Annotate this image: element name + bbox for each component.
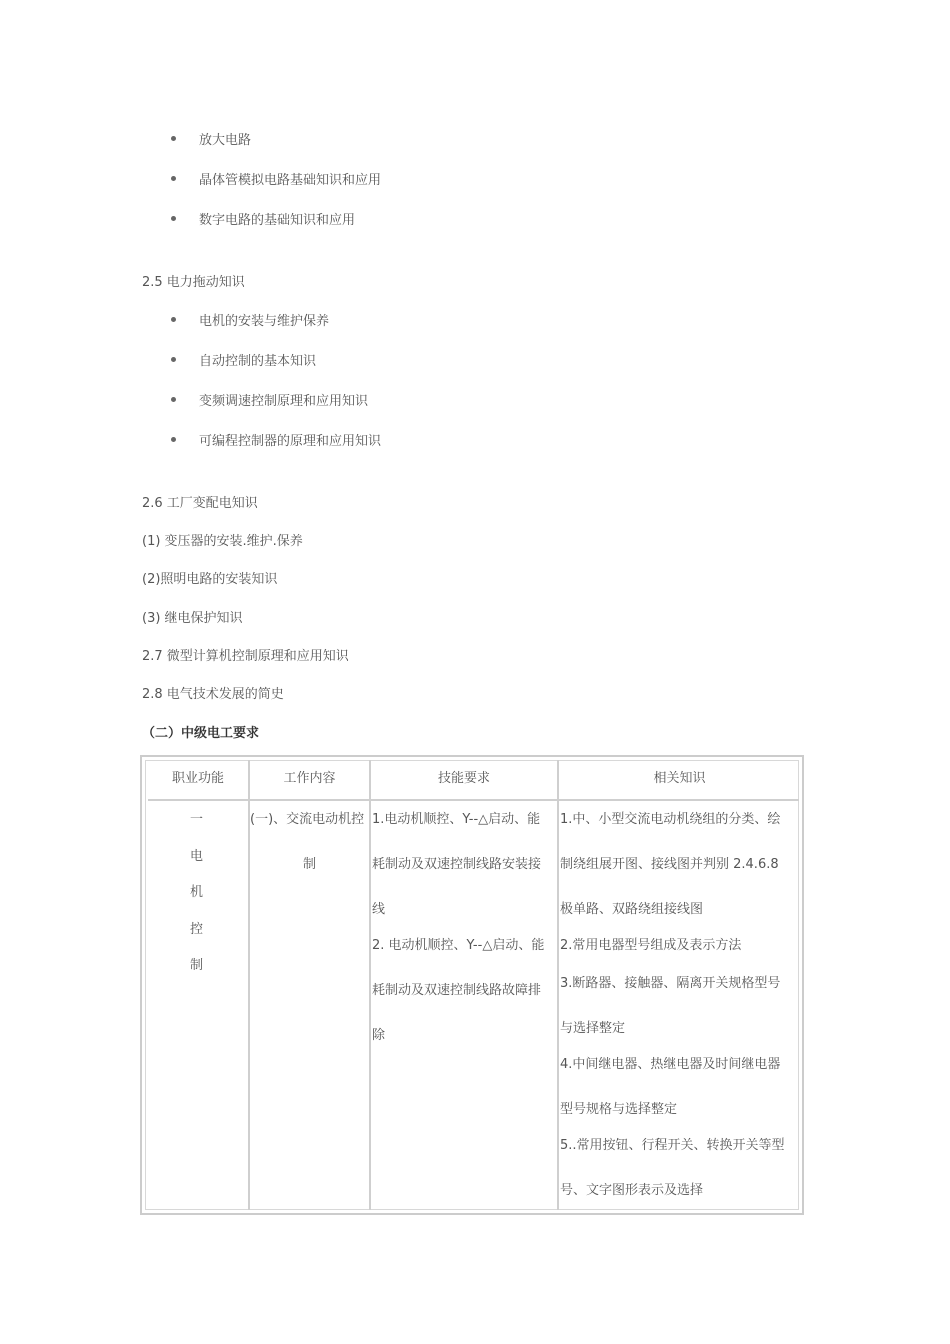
knowledge-line: 与选择整定 xyxy=(560,1021,626,1036)
function-char: 控 xyxy=(190,922,204,937)
list-item: 数字电路的基础知识和应用 xyxy=(199,213,356,228)
knowledge-line: 极单路、双路绕组接线图 xyxy=(560,902,704,917)
list-item: 晶体管模拟电路基础知识和应用 xyxy=(199,173,382,188)
bullet-dot xyxy=(171,437,176,442)
subsection-1: (1) 变压器的安装.维护.保养 xyxy=(142,534,303,549)
skill-line: 线 xyxy=(372,902,386,917)
bullet-dot xyxy=(171,176,176,181)
function-char: 机 xyxy=(190,885,204,900)
list-item: 自动控制的基本知识 xyxy=(199,354,317,369)
column-divider xyxy=(557,760,559,1210)
bullet-dot xyxy=(171,397,176,402)
knowledge-line: 2.常用电器型号组成及表示方法 xyxy=(560,938,742,953)
header-work-content: 工作内容 xyxy=(283,771,336,786)
function-char: 一 xyxy=(190,812,204,827)
list-item: 电机的安装与维护保养 xyxy=(199,314,330,329)
knowledge-line: 5..常用按钮、行程开关、转换开关等型 xyxy=(560,1138,785,1153)
knowledge-line: 制绕组展开图、接线图并判别 2.4.6.8 xyxy=(560,857,779,872)
function-char: 电 xyxy=(190,849,204,864)
skill-line: 耗制动及双速控制线路故障排 xyxy=(372,983,542,998)
bullet-dot xyxy=(171,317,176,322)
header-divider xyxy=(148,799,799,801)
work-content-line: 制 xyxy=(302,857,316,872)
requirements-heading: （二）中级电工要求 xyxy=(142,726,260,741)
requirements-table xyxy=(140,755,804,1215)
section-heading-2-8: 2.8 电气技术发展的简史 xyxy=(142,687,284,702)
header-related-knowledge: 相关知识 xyxy=(653,771,706,786)
subsection-3: (3) 继电保护知识 xyxy=(142,611,243,626)
header-occupation-function: 职业功能 xyxy=(171,771,224,786)
list-item: 放大电路 xyxy=(199,133,252,148)
knowledge-line: 3.断路器、接触器、隔离开关规格型号 xyxy=(560,976,781,991)
subsection-2: (2)照明电路的安装知识 xyxy=(142,572,278,587)
list-item: 变频调速控制原理和应用知识 xyxy=(199,394,369,409)
bullet-dot xyxy=(171,216,176,221)
knowledge-line: 号、文字图形表示及选择 xyxy=(560,1183,704,1198)
bullet-dot xyxy=(171,357,176,362)
column-divider xyxy=(369,760,371,1210)
knowledge-line: 型号规格与选择整定 xyxy=(560,1102,678,1117)
knowledge-line: 4.中间继电器、热继电器及时间继电器 xyxy=(560,1057,781,1072)
skill-line: 除 xyxy=(372,1028,386,1043)
skill-line: 耗制动及双速控制线路安装接 xyxy=(372,857,542,872)
list-item: 可编程控制器的原理和应用知识 xyxy=(199,434,382,449)
work-content-line: (一)、交流电动机控 xyxy=(250,812,365,827)
section-heading-2-6: 2.6 工厂变配电知识 xyxy=(142,496,258,511)
skill-line: 2. 电动机顺控、Y--△启动、能 xyxy=(372,938,545,953)
function-char: 制 xyxy=(190,958,204,973)
header-skill-requirements: 技能要求 xyxy=(437,771,490,786)
column-divider xyxy=(248,760,250,1210)
bullet-dot xyxy=(171,136,176,141)
section-heading-2-5: 2.5 电力拖动知识 xyxy=(142,275,245,290)
knowledge-line: 1.中、小型交流电动机绕组的分类、绘 xyxy=(560,812,781,827)
section-heading-2-7: 2.7 微型计算机控制原理和应用知识 xyxy=(142,649,349,664)
skill-line: 1.电动机顺控、Y--△启动、能 xyxy=(372,812,541,827)
